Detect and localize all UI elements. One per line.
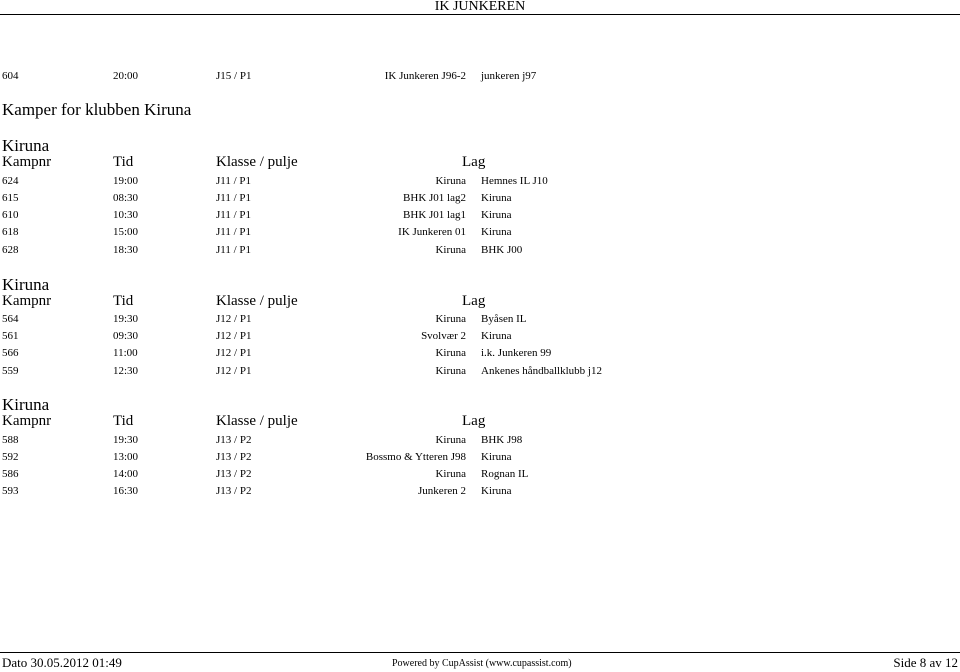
match-row <box>0 467 960 481</box>
match-away-team: BHK J00 <box>481 244 523 256</box>
match-number: 593 <box>2 485 19 497</box>
match-row <box>0 346 960 360</box>
match-time: 10:30 <box>113 209 139 221</box>
match-home-team: Kiruna <box>435 434 466 446</box>
footer-page-number: Side 8 av 12 <box>893 655 958 670</box>
match-number: 592 <box>2 451 19 463</box>
match-home-team: Kiruna <box>435 365 466 377</box>
match-home-team: Kiruna <box>435 244 466 256</box>
match-number: 615 <box>2 192 19 204</box>
match-time: 16:30 <box>113 485 139 497</box>
match-class: J13 / P2 <box>216 434 252 446</box>
match-away-team: Kiruna <box>481 485 512 497</box>
match-number: 559 <box>2 365 19 377</box>
group-title: Kiruna <box>2 275 50 294</box>
match-time: 19:30 <box>113 434 139 446</box>
match-class: J12 / P1 <box>216 313 252 325</box>
match-number: 604 <box>2 70 19 82</box>
match-number: 588 <box>2 434 19 446</box>
match-time: 19:00 <box>113 175 139 187</box>
match-class: J12 / P1 <box>216 365 252 377</box>
match-class: J13 / P2 <box>216 451 252 463</box>
match-time: 19:30 <box>113 313 139 325</box>
column-header-lag: Lag <box>462 413 486 429</box>
match-home-team: Svolvær 2 <box>421 330 466 342</box>
match-home-team: Kiruna <box>435 175 466 187</box>
match-row <box>0 191 960 205</box>
match-row-top <box>0 69 960 83</box>
match-time: 09:30 <box>113 330 139 342</box>
match-home-team: BHK J01 lag1 <box>403 209 466 221</box>
match-away-team: BHK J98 <box>481 434 523 446</box>
footer-powered-by: Powered by CupAssist (www.cupassist.com) <box>392 658 572 669</box>
column-header-klasse: Klasse / pulje <box>216 154 298 170</box>
match-row <box>0 174 960 188</box>
match-away-team: Rognan IL <box>481 468 529 480</box>
column-header-lag: Lag <box>462 154 486 170</box>
club-heading: Kamper for klubben Kiruna <box>2 100 192 119</box>
footer-divider <box>0 652 960 653</box>
column-header-klasse: Klasse / pulje <box>216 293 298 309</box>
match-class: J11 / P1 <box>216 192 252 204</box>
match-row <box>0 364 960 378</box>
match-class: J13 / P2 <box>216 468 252 480</box>
match-number: 624 <box>2 175 19 187</box>
match-away-team: Kiruna <box>481 226 512 238</box>
match-number: 610 <box>2 209 19 221</box>
match-class: J11 / P1 <box>216 175 252 187</box>
match-row <box>0 225 960 239</box>
match-time: 11:00 <box>113 347 138 359</box>
footer-date: Dato 30.05.2012 01:49 <box>2 655 122 670</box>
match-away-team: Kiruna <box>481 451 512 463</box>
match-time: 15:00 <box>113 226 139 238</box>
match-row <box>0 243 960 257</box>
match-number: 586 <box>2 468 19 480</box>
match-away-team: i.k. Junkeren 99 <box>481 347 552 359</box>
column-header-tid: Tid <box>113 154 134 170</box>
match-number: 561 <box>2 330 19 342</box>
page-header-title: IK JUNKEREN <box>434 0 526 14</box>
match-row <box>0 450 960 464</box>
group-title: Kiruna <box>2 395 50 414</box>
match-class: J12 / P1 <box>216 347 252 359</box>
column-header-tid: Tid <box>113 293 134 309</box>
match-number: 566 <box>2 347 19 359</box>
match-home-team: IK Junkeren 01 <box>398 226 466 238</box>
match-home-team: BHK J01 lag2 <box>403 192 466 204</box>
match-row <box>0 208 960 222</box>
match-home-team: Bossmo & Ytteren J98 <box>365 451 466 463</box>
match-time: 13:00 <box>113 451 139 463</box>
match-class: J13 / P2 <box>216 485 252 497</box>
group-title: Kiruna <box>2 136 50 155</box>
match-row <box>0 329 960 343</box>
column-header-kampnr: Kampnr <box>2 154 52 170</box>
match-home-team: Kiruna <box>435 347 466 359</box>
match-row <box>0 484 960 498</box>
column-header-lag: Lag <box>462 293 486 309</box>
match-away-team: Kiruna <box>481 330 512 342</box>
match-away-team: Ankenes håndballklubb j12 <box>481 365 602 377</box>
match-class: J15 / P1 <box>216 70 252 82</box>
column-header-row <box>0 153 960 171</box>
match-row <box>0 312 960 326</box>
match-time: 12:30 <box>113 365 139 377</box>
match-row <box>0 433 960 447</box>
column-header-kampnr: Kampnr <box>2 293 52 309</box>
match-away-team: Kiruna <box>481 209 512 221</box>
match-number: 628 <box>2 244 19 256</box>
match-time: 18:30 <box>113 244 139 256</box>
match-away-team: Hemnes IL J10 <box>481 175 548 187</box>
match-home-team: Junkeren 2 <box>418 485 466 497</box>
column-header-klasse: Klasse / pulje <box>216 413 298 429</box>
match-home-team: IK Junkeren J96-2 <box>384 70 466 82</box>
match-time: 08:30 <box>113 192 139 204</box>
match-away-team: junkeren j97 <box>481 70 537 82</box>
match-class: J11 / P1 <box>216 226 252 238</box>
column-header-row <box>0 292 960 310</box>
match-class: J12 / P1 <box>216 330 252 342</box>
match-class: J11 / P1 <box>216 244 252 256</box>
match-number: 564 <box>2 313 19 325</box>
match-away-team: Byåsen IL <box>481 313 527 325</box>
match-class: J11 / P1 <box>216 209 252 221</box>
match-time: 20:00 <box>113 70 139 82</box>
match-home-team: Kiruna <box>435 468 466 480</box>
column-header-tid: Tid <box>113 413 134 429</box>
header-divider <box>0 14 960 15</box>
match-time: 14:00 <box>113 468 139 480</box>
match-away-team: Kiruna <box>481 192 512 204</box>
column-header-kampnr: Kampnr <box>2 413 52 429</box>
match-number: 618 <box>2 226 19 238</box>
column-header-row <box>0 412 960 430</box>
match-home-team: Kiruna <box>435 313 466 325</box>
